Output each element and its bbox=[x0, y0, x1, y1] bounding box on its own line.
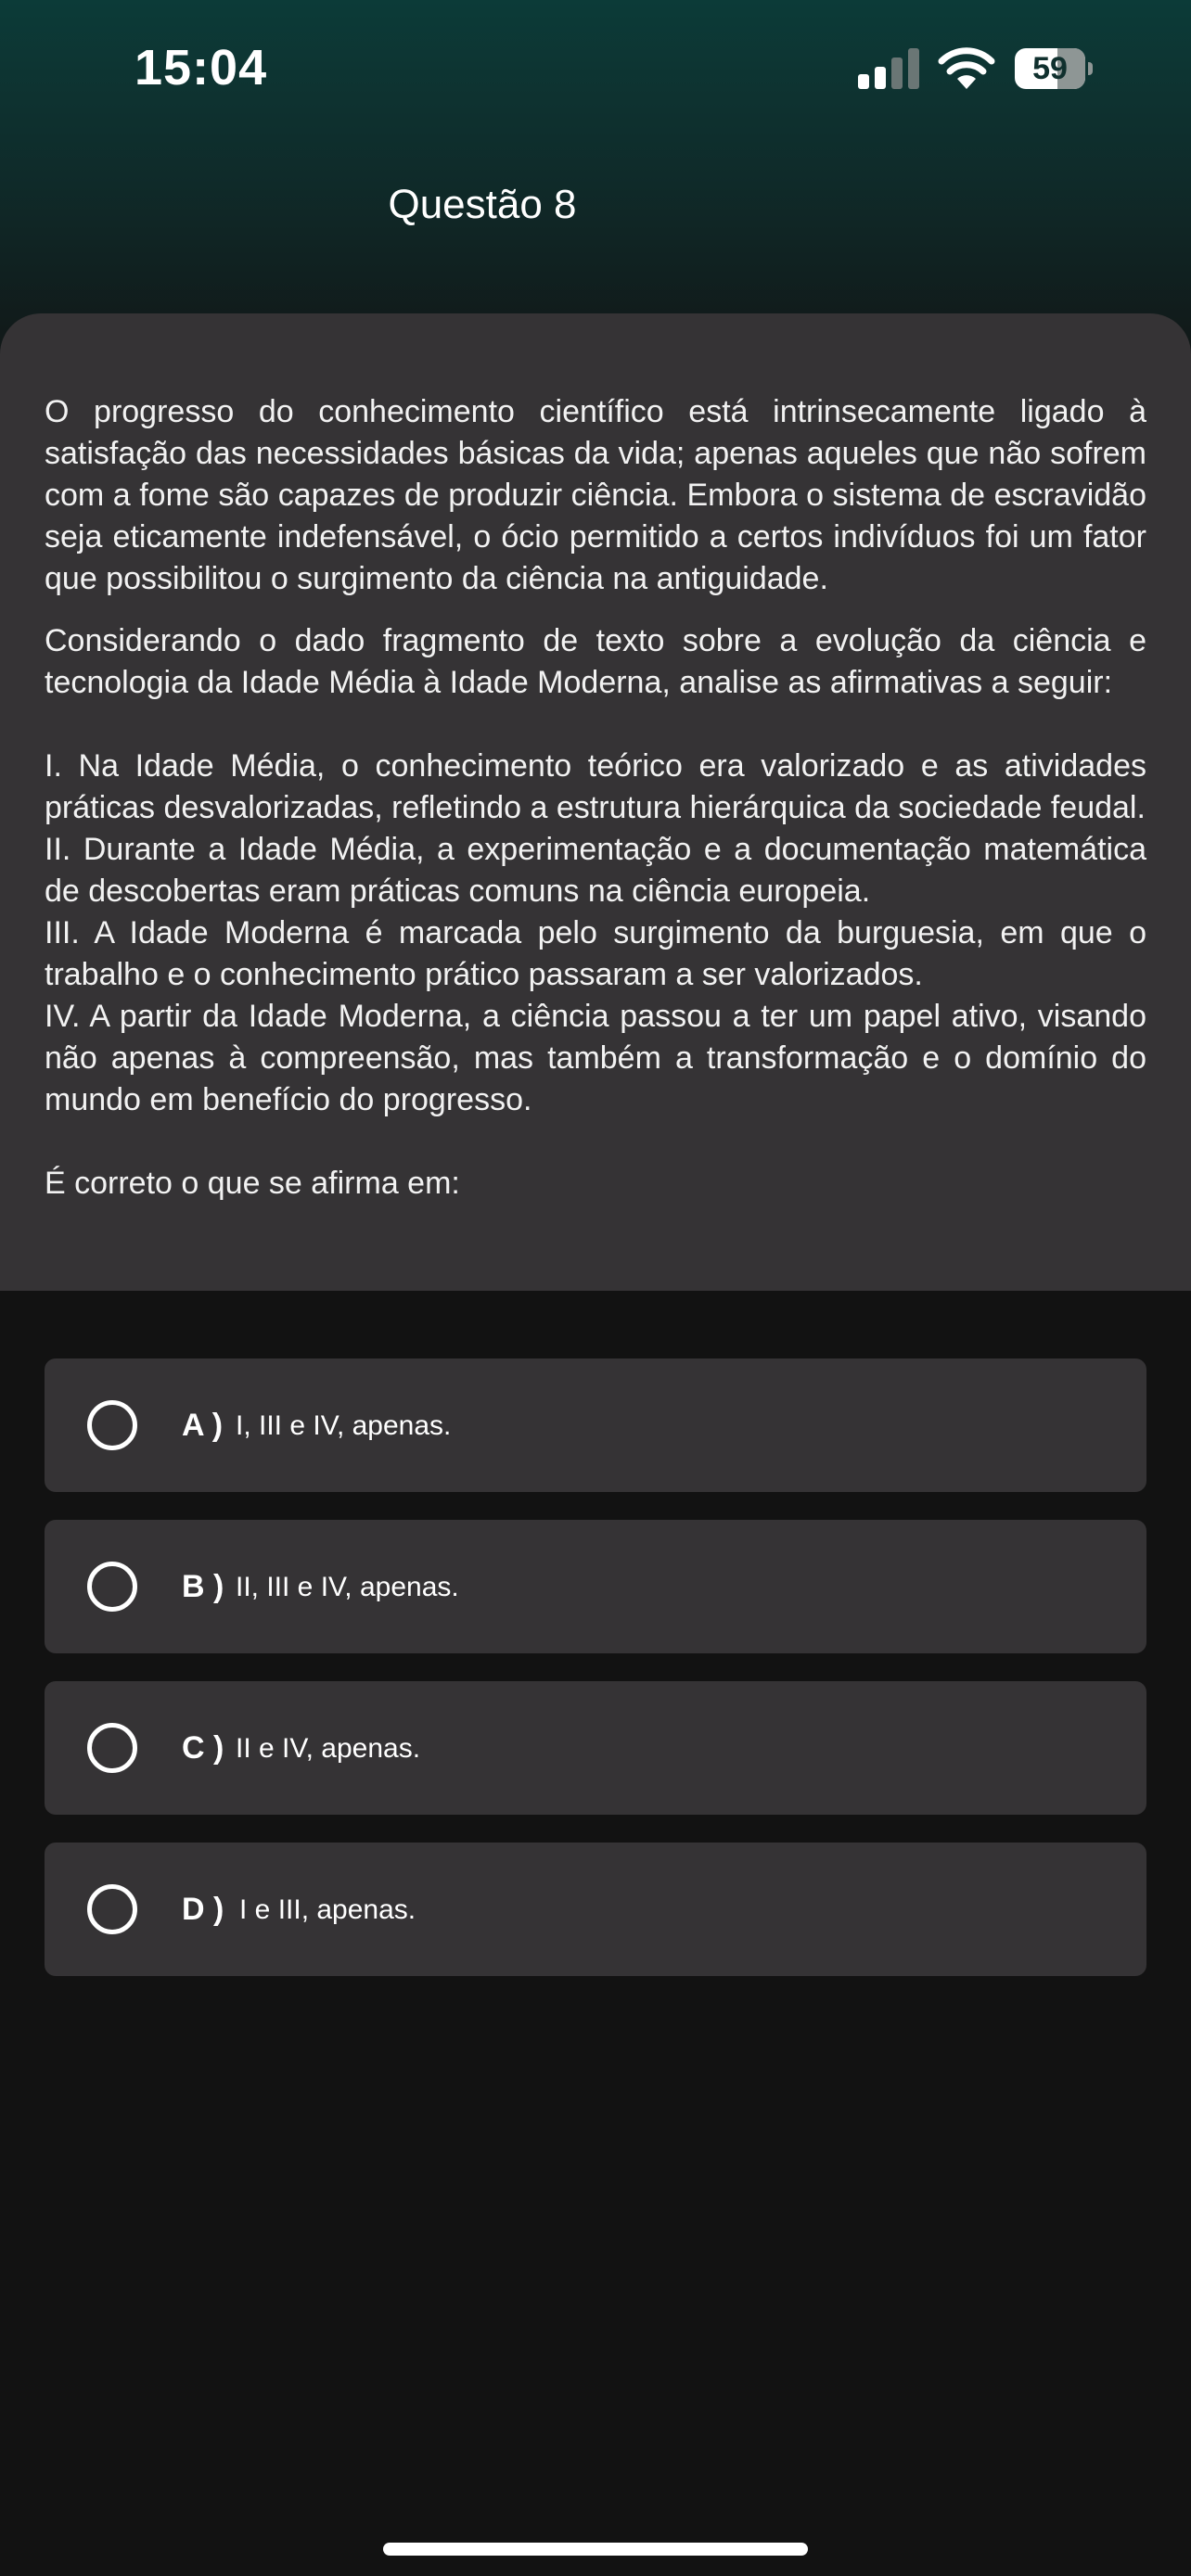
battery-icon bbox=[1015, 48, 1093, 89]
statement-iv: IV. A partir da Idade Moderna, a ciência passou a ter um papel ativo, visando não apenas à compreensão, mas também a transformação e o domínio do mundo em benefício do progresso. bbox=[45, 999, 1146, 1117]
question-paragraph: O progresso do conhecimento científico está intrinsecamente ligado à satisfação das necessidades básicas da vida; apenas aqueles que não sofrem com a fome são capazes de produzir ciência. Embora o sistema de escravidão seja eticamente indefensável, o ócio permitido a certos indivíduos foi um fator que possibilitou o surgimento da ciência na antiguidade. bbox=[45, 394, 1146, 596]
question-paragraph: Considerando o dado fragmento de texto sobre a evolução da ciência e tecnologia da Idade Média à Idade Moderna, analise as afirmativas a seguir: bbox=[45, 623, 1146, 700]
option-a[interactable] bbox=[45, 1358, 1146, 1492]
question-text bbox=[45, 391, 1146, 1205]
cellular-signal-icon bbox=[858, 48, 919, 89]
question-prompt: É correto o que se afirma em: bbox=[45, 1166, 460, 1201]
radio-button-icon[interactable] bbox=[87, 1723, 137, 1773]
option-c[interactable] bbox=[45, 1681, 1146, 1815]
option-text: I e III, apenas. bbox=[239, 1894, 416, 1925]
option-d[interactable] bbox=[45, 1843, 1146, 1976]
radio-button-icon[interactable] bbox=[87, 1562, 137, 1612]
question-card bbox=[0, 313, 1191, 1291]
option-text: II e IV, apenas. bbox=[236, 1733, 421, 1764]
option-b[interactable] bbox=[45, 1520, 1146, 1653]
home-indicator[interactable] bbox=[383, 2543, 808, 2556]
radio-button-icon[interactable] bbox=[87, 1400, 137, 1450]
option-letter: D ) bbox=[182, 1892, 224, 1927]
battery-level: 59 bbox=[1032, 51, 1068, 86]
status-time: 15:04 bbox=[134, 40, 268, 96]
statement-ii: II. Durante a Idade Média, a experimentação e a documentação matemática de descobertas eram práticas comuns na ciência europeia. bbox=[45, 832, 1146, 909]
wifi-icon bbox=[937, 46, 996, 91]
option-letter: B ) bbox=[182, 1569, 224, 1604]
radio-button-icon[interactable] bbox=[87, 1884, 137, 1934]
option-letter: A ) bbox=[182, 1408, 224, 1443]
page-title: Questão 8 bbox=[388, 182, 577, 227]
option-letter: C ) bbox=[182, 1730, 224, 1766]
status-bar bbox=[0, 0, 1191, 139]
option-text: II, III e IV, apenas. bbox=[236, 1572, 459, 1602]
option-text: I, III e IV, apenas. bbox=[236, 1410, 452, 1441]
statement-iii: III. A Idade Moderna é marcada pelo surgimento da burguesia, em que o trabalho e o conhecimento prático passaram a ser valorizados. bbox=[45, 915, 1146, 992]
statement-i: I. Na Idade Média, o conhecimento teórico era valorizado e as atividades práticas desvalorizadas, refletindo a estrutura hierárquica da sociedade feudal. bbox=[45, 748, 1146, 825]
